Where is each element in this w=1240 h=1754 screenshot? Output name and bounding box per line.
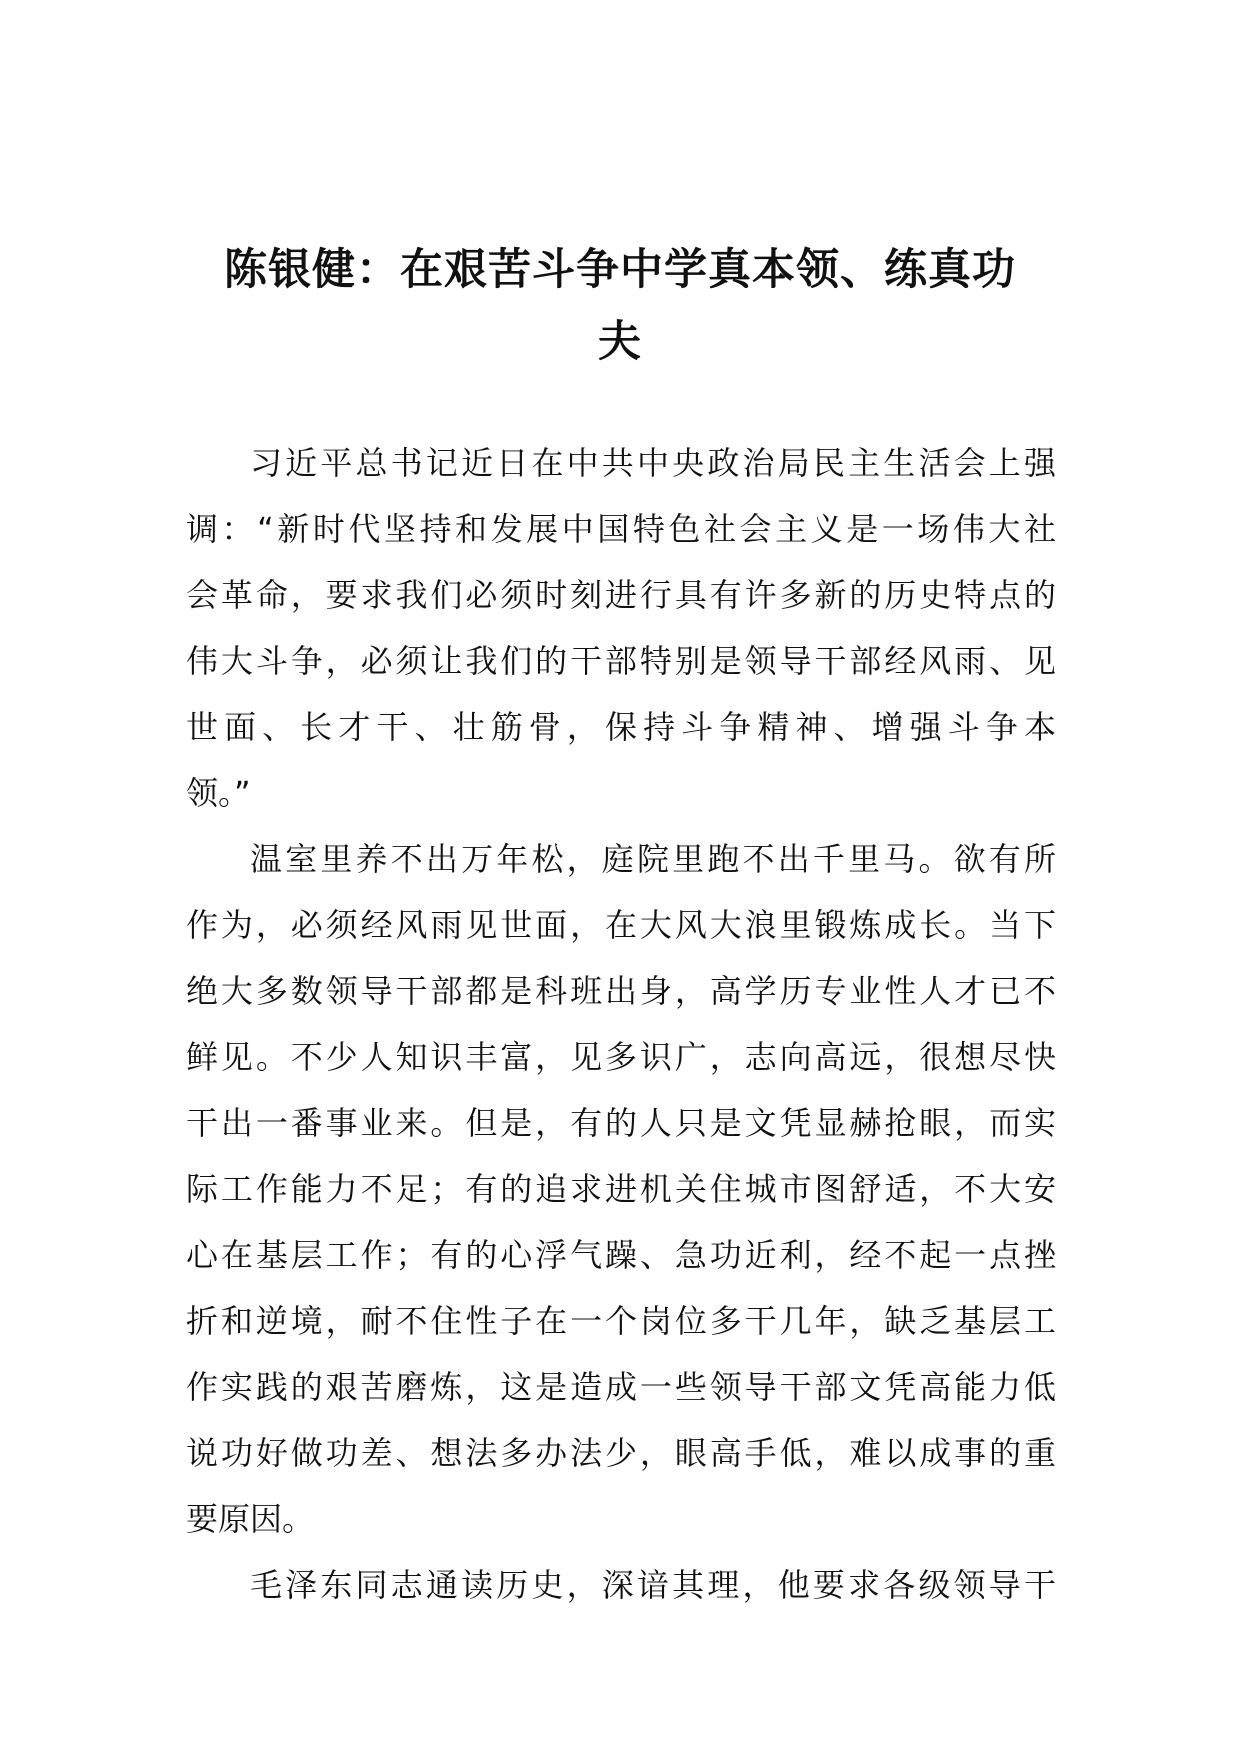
paragraph-line: 干出一番事业来。但是，有的人只是文凭显赫抢眼，而实: [186, 1104, 1056, 1142]
paragraph-line: 毛泽东同志通读历史，深谙其理，他要求各级领导干: [250, 1566, 1056, 1604]
article-body: [186, 430, 1056, 1618]
paragraph-line: 会革命，要求我们必须时刻进行具有许多新的历史特点的: [186, 576, 1056, 614]
paragraph-line: 调：“新时代坚持和发展中国特色社会主义是一场伟大社: [186, 510, 1056, 548]
paragraph-line: 际工作能力不足；有的追求进机关住城市图舒适，不大安: [186, 1170, 1056, 1208]
paragraph-line: 说功好做功差、想法多办法少，眼高手低，难以成事的重: [186, 1434, 1056, 1472]
paragraph-line: 心在基层工作；有的心浮气躁、急功近利，经不起一点挫: [186, 1236, 1056, 1274]
paragraph-line: 世面、长才干、壮筋骨，保持斗争精神、增强斗争本: [186, 708, 1056, 746]
paragraph-line: 折和逆境，耐不住性子在一个岗位多干几年，缺乏基层工: [186, 1302, 1056, 1340]
paragraph-2: [186, 826, 1056, 1552]
title-line-1: 陈银健：在艰苦斗争中学真本领、练真功: [224, 245, 1016, 295]
title-line-2: 夫: [598, 317, 642, 367]
paragraph-line: 鲜见。不少人知识丰富，见多识广，志向高远，很想尽快: [186, 1038, 1056, 1076]
page-title: [170, 234, 1070, 378]
paragraph-3: [186, 1552, 1056, 1618]
paragraph-line: 领。”: [186, 774, 251, 812]
paragraph-line: 绝大多数领导干部都是科班出身，高学历专业性人才已不: [186, 972, 1056, 1010]
paragraph-line: 伟大斗争，必须让我们的干部特别是领导干部经风雨、见: [186, 642, 1056, 680]
paragraph-line: 要原因。: [186, 1500, 315, 1538]
paragraph-line: 作实践的艰苦磨炼，这是造成一些领导干部文凭高能力低: [186, 1368, 1056, 1406]
paragraph-line: 习近平总书记近日在中共中央政治局民主生活会上强: [250, 444, 1056, 482]
paragraph-line: 温室里养不出万年松，庭院里跑不出千里马。欲有所: [250, 840, 1056, 878]
paragraph-1: [186, 430, 1056, 826]
paragraph-line: 作为，必须经风雨见世面，在大风大浪里锻炼成长。当下: [186, 906, 1056, 944]
